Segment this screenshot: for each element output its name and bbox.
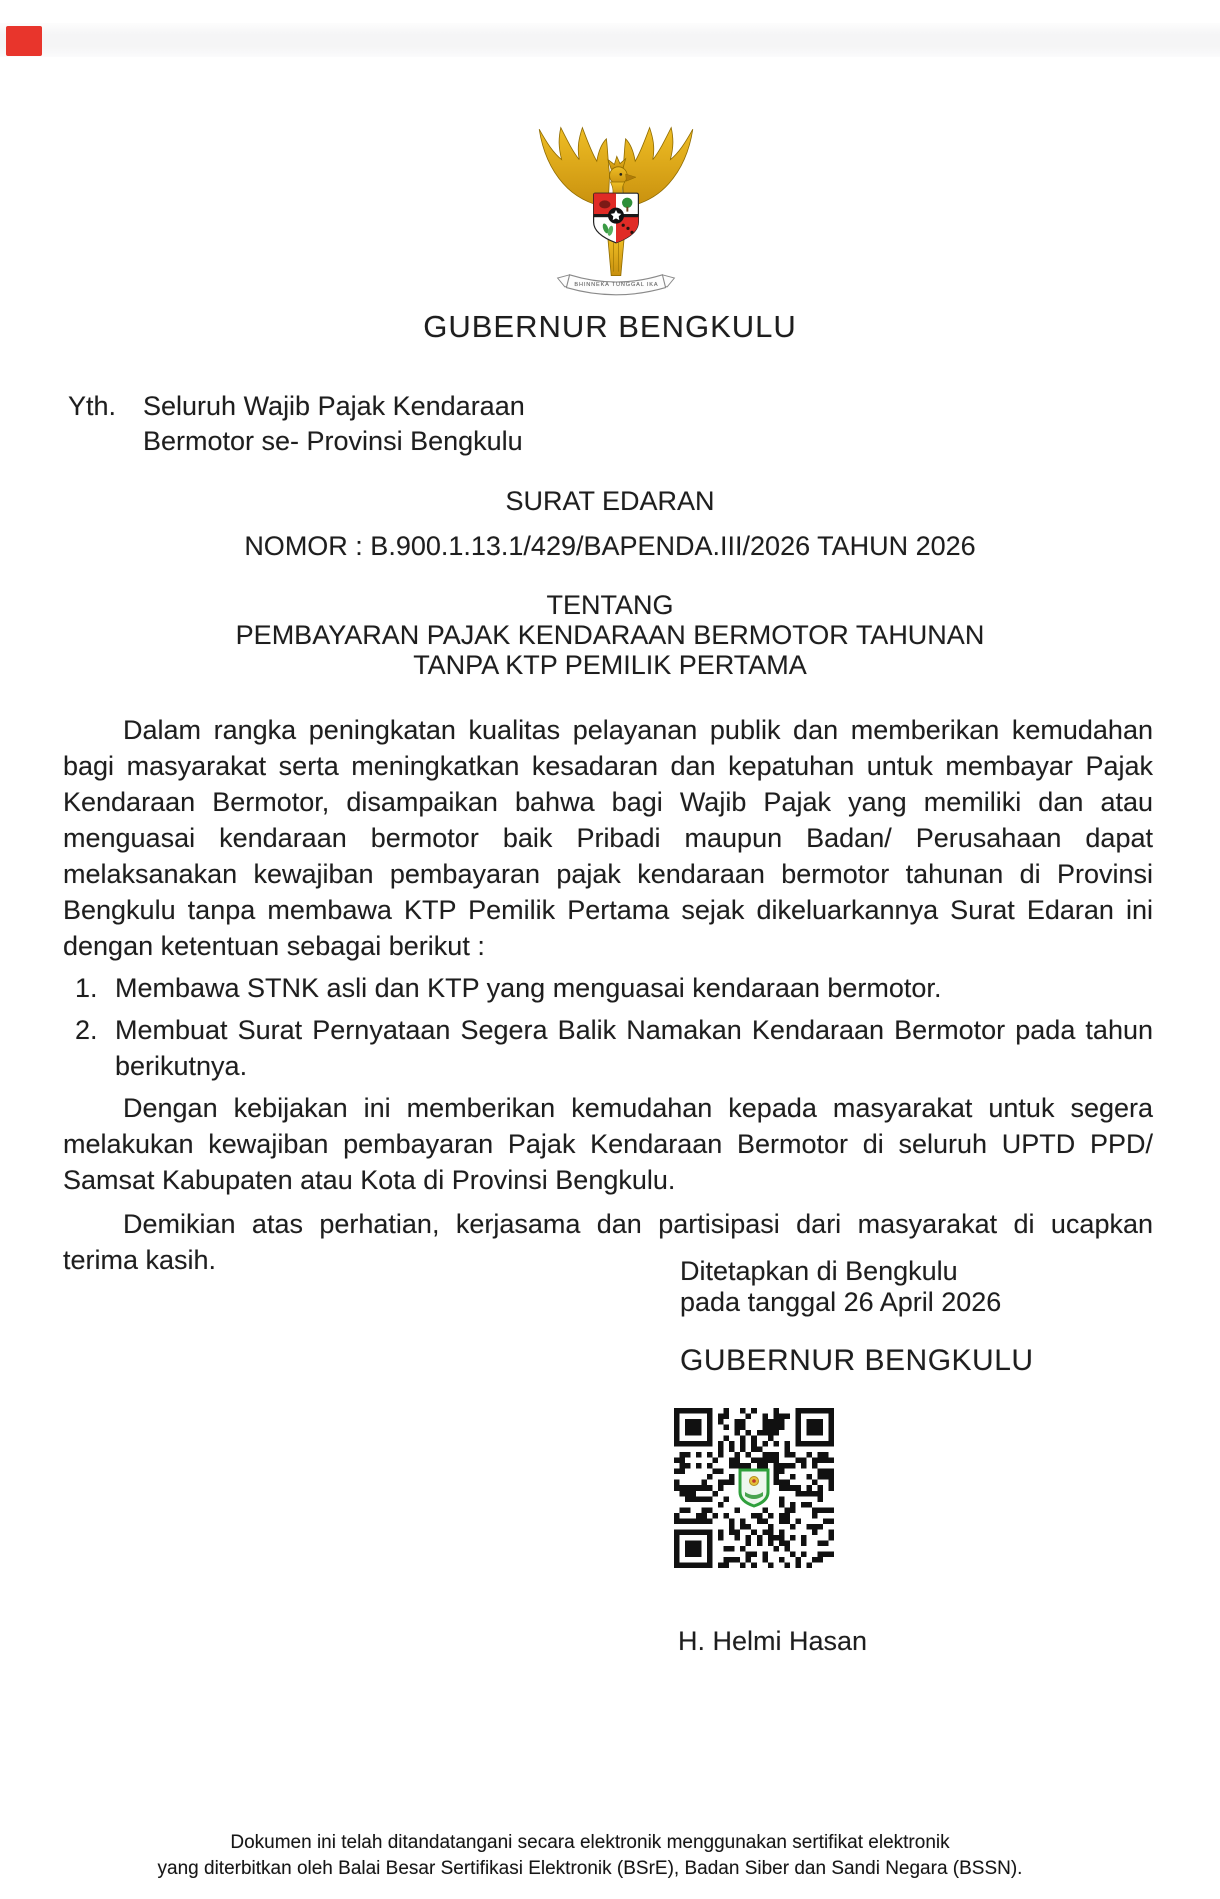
addressee-line: Bermotor se- Provinsi Bengkulu	[143, 426, 523, 456]
paragraph-1	[63, 712, 1153, 964]
disclaimer-line: Dokumen ini telah ditandatangani secara elektronik menggunakan sertifikat elektronik	[230, 1832, 950, 1853]
list-item-2	[63, 1012, 1153, 1084]
text-line: dengan ketentuan sebagai berikut :	[63, 931, 485, 961]
subject-line: PEMBAYARAN PAJAK KENDARAAN BERMOTOR TAHUNAN	[235, 620, 985, 650]
text-line: melakukan kewajiban pembayaran Pajak Kendaraan Bermotor di seluruh UPTD PPD/	[63, 1129, 1153, 1159]
document-type-title: SURAT EDARAN	[505, 486, 715, 516]
list-item-1	[63, 970, 1153, 1006]
signature-place-date	[680, 1256, 1001, 1318]
subject-line: TANPA KTP PEMILIK PERTAMA	[413, 650, 807, 680]
text-line: berikutnya.	[115, 1051, 248, 1081]
signatory-name: H. Helmi Hasan	[678, 1626, 868, 1656]
list-number: 1.	[75, 973, 98, 1003]
signature-date: pada tanggal 26 April 2026	[680, 1287, 1002, 1317]
signature-place: Ditetapkan di Bengkulu	[680, 1256, 958, 1286]
pancasila-shield	[594, 192, 640, 248]
text-line: terima kasih.	[63, 1245, 217, 1275]
government-office-title: GUBERNUR BENGKULU	[423, 309, 797, 344]
text-line: Samsat Kabupaten atau Kota di Provinsi Bengkulu.	[63, 1165, 676, 1195]
addressee-lines	[143, 389, 525, 459]
text-line: Bengkulu tanpa membawa KTP Pemilik Pertama sejak dikeluarkannya Surat Edaran ini	[63, 895, 1153, 925]
top-gray-band	[0, 23, 1220, 57]
text-line: Kendaraan Bermotor, disampaikan bahwa bagi Wajib Pajak yang memiliki dan atau	[63, 787, 1153, 817]
about-label: TENTANG	[546, 590, 674, 620]
text-line: bagi masyarakat serta meningkatkan kesadaran dan kepatuhan untuk membayar Pajak	[63, 751, 1153, 781]
garuda-pancasila-emblem	[528, 118, 704, 306]
electronic-signature-disclaimer	[0, 1830, 1200, 1882]
list-item-lines	[115, 970, 1153, 1006]
document-number: NOMOR : B.900.1.13.1/429/BAPENDA.III/2026 TAHUN 2026	[244, 531, 976, 561]
disclaimer-line: yang diterbitkan oleh Balai Besar Sertifikasi Elektronik (BSrE), Badan Siber dan Sandi Negara (BSSN).	[157, 1858, 1023, 1879]
red-corner-mark	[6, 26, 42, 56]
bengkulu-crest-icon	[737, 1468, 771, 1508]
bhinneka-ribbon	[558, 275, 675, 295]
signatory-title: GUBERNUR BENGKULU	[680, 1344, 1034, 1377]
addressee-block	[68, 389, 525, 459]
text-line: menguasai kendaraan bermotor baik Pribadi maupun Badan/ Perusahaan dapat	[63, 823, 1153, 853]
addressee-line: Seluruh Wajib Pajak Kendaraan	[143, 391, 525, 421]
text-line: Membuat Surat Pernyataan Segera Balik Namakan Kendaraan Bermotor pada tahun	[115, 1015, 1153, 1045]
text-line: Dalam rangka peningkatan kualitas pelayanan publik dan memberikan kemudahan	[123, 715, 1153, 745]
list-item-lines	[115, 1012, 1153, 1084]
subject-block	[0, 590, 1220, 680]
salutation: Yth.	[68, 391, 117, 421]
ribbon-text: BHINNEKA TUNGGAL IKA	[574, 282, 658, 288]
text-line: Membawa STNK asli dan KTP yang menguasai kendaraan bermotor.	[115, 973, 942, 1003]
list-number: 2.	[75, 1015, 98, 1045]
text-line: melaksanakan kewajiban pembayaran pajak kendaraan bermotor tahunan di Provinsi	[63, 859, 1153, 889]
text-line: Demikian atas perhatian, kerjasama dan partisipasi dari masyarakat di ucapkan	[123, 1209, 1153, 1239]
paragraph-2	[63, 1090, 1153, 1198]
signature-qr-code	[674, 1408, 834, 1568]
text-line: Dengan kebijakan ini memberikan kemudahan kepada masyarakat untuk segera	[123, 1093, 1153, 1123]
